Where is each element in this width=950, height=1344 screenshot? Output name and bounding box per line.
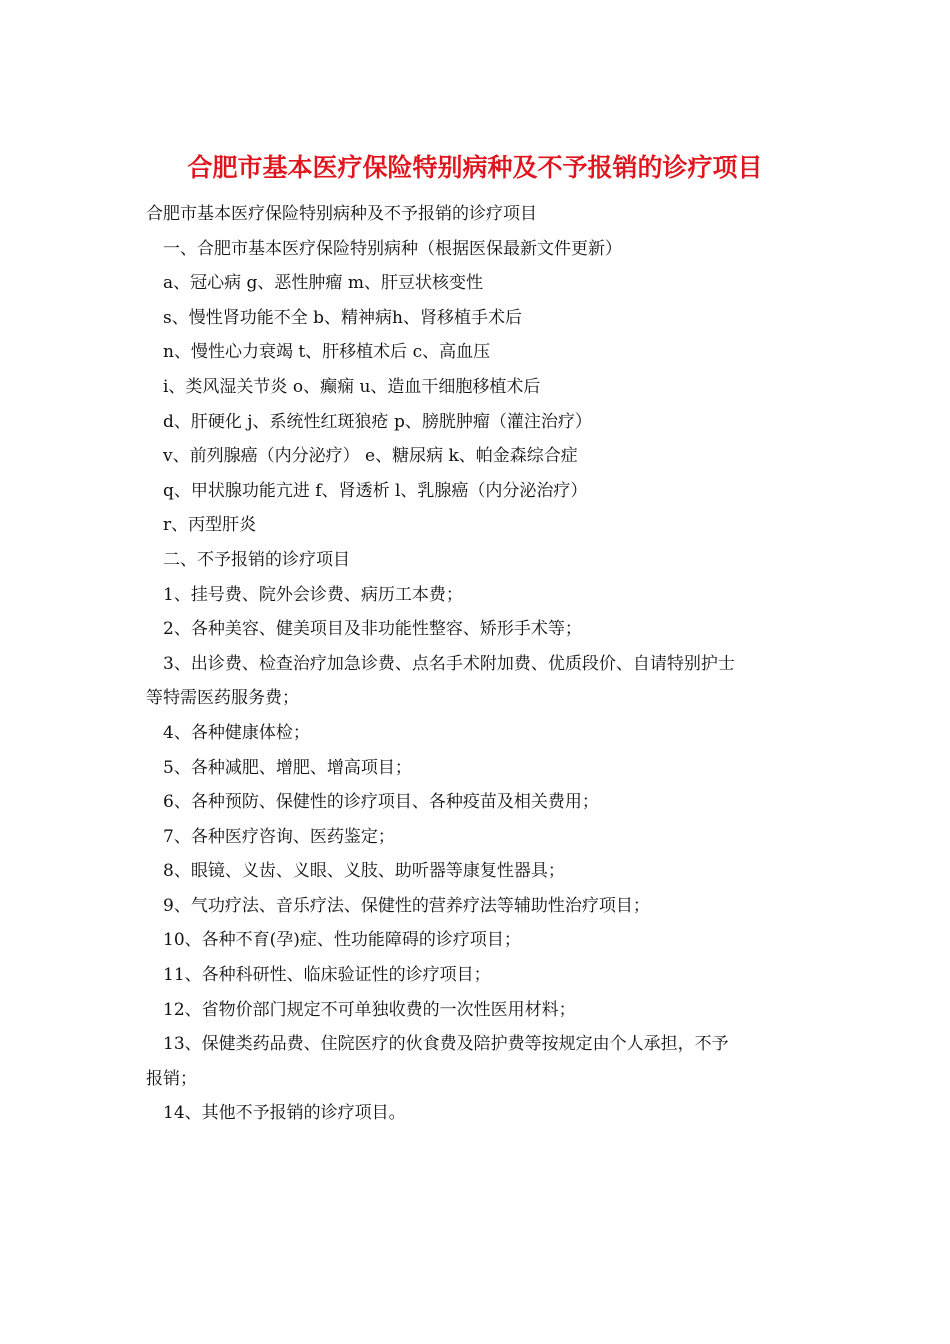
disease-list-line: n、慢性心力衰竭 t、肝移植术后 c、高血压 [163,342,491,363]
disease-list-line: a、冠心病 g、恶性肿瘤 m、肝豆状核变性 [163,273,483,294]
exclusion-item: 11、各种科研性、临床验证性的诊疗项目； [163,965,491,986]
intro-line: 合肥市基本医疗保险特别病种及不予报销的诊疗项目 [146,204,537,224]
document-body [146,197,810,1131]
exclusion-item: 10、各种不育(孕)症、性功能障碍的诊疗项目； [163,930,521,951]
exclusion-item: 13、保健类药品费、住院医疗的伙食费及陪护费等按规定由个人承担，不予 [163,1034,729,1055]
disease-list-line: r、丙型肝炎 [163,515,257,536]
disease-list-line: q、甲状腺功能亢进 f、肾透析 l、乳腺癌（内分泌治疗） [163,480,588,501]
exclusion-item: 1、挂号费、院外会诊费、病历工本费； [163,584,463,605]
document-title: 合肥市基本医疗保险特别病种及不予报销的诊疗项目 [187,153,763,182]
exclusion-item: 14、其他不予报销的诊疗项目。 [163,1103,406,1124]
exclusion-item: 8、眼镜、义齿、义眼、义肢、助听器等康复性器具； [163,861,565,882]
disease-list-line: d、肝硬化 j、系统性红斑狼疮 p、膀胱肿瘤（灌注治疗） [163,411,592,432]
exclusion-item: 7、各种医疗咨询、医药鉴定； [163,826,395,847]
exclusion-item: 9、气功疗法、音乐疗法、保健性的营养疗法等辅助性治疗项目； [163,895,650,916]
exclusion-item: 12、省物价部门规定不可单独收费的一次性医用材料； [163,999,576,1020]
disease-list-line: v、前列腺癌（内分泌疗） e、糖尿病 k、帕金森综合症 [163,446,578,467]
exclusion-item: 6、各种预防、保健性的诊疗项目、各种疫苗及相关费用； [163,792,599,813]
exclusion-item-continuation: 等特需医药服务费； [146,688,299,709]
section-heading-1: 一、合肥市基本医疗保险特别病种（根据医保最新文件更新） [163,238,622,259]
disease-list-line: i、类风湿关节炎 o、癫痫 u、造血干细胞移植术后 [163,376,541,397]
exclusion-item: 4、各种健康体检； [163,722,310,743]
exclusion-item-continuation: 报销； [146,1068,197,1089]
exclusion-item: 5、各种减肥、增肥、增高项目； [163,757,412,778]
exclusion-item: 2、各种美容、健美项目及非功能性整容、矫形手术等； [163,619,582,640]
disease-list-line: s、慢性肾功能不全 b、精神病h、肾移植手术后 [163,307,522,328]
exclusion-item: 3、出诊费、检查治疗加急诊费、点名手术附加费、优质段价、自请特别护士 [163,653,735,674]
section-heading-2: 二、不予报销的诊疗项目 [163,549,350,570]
